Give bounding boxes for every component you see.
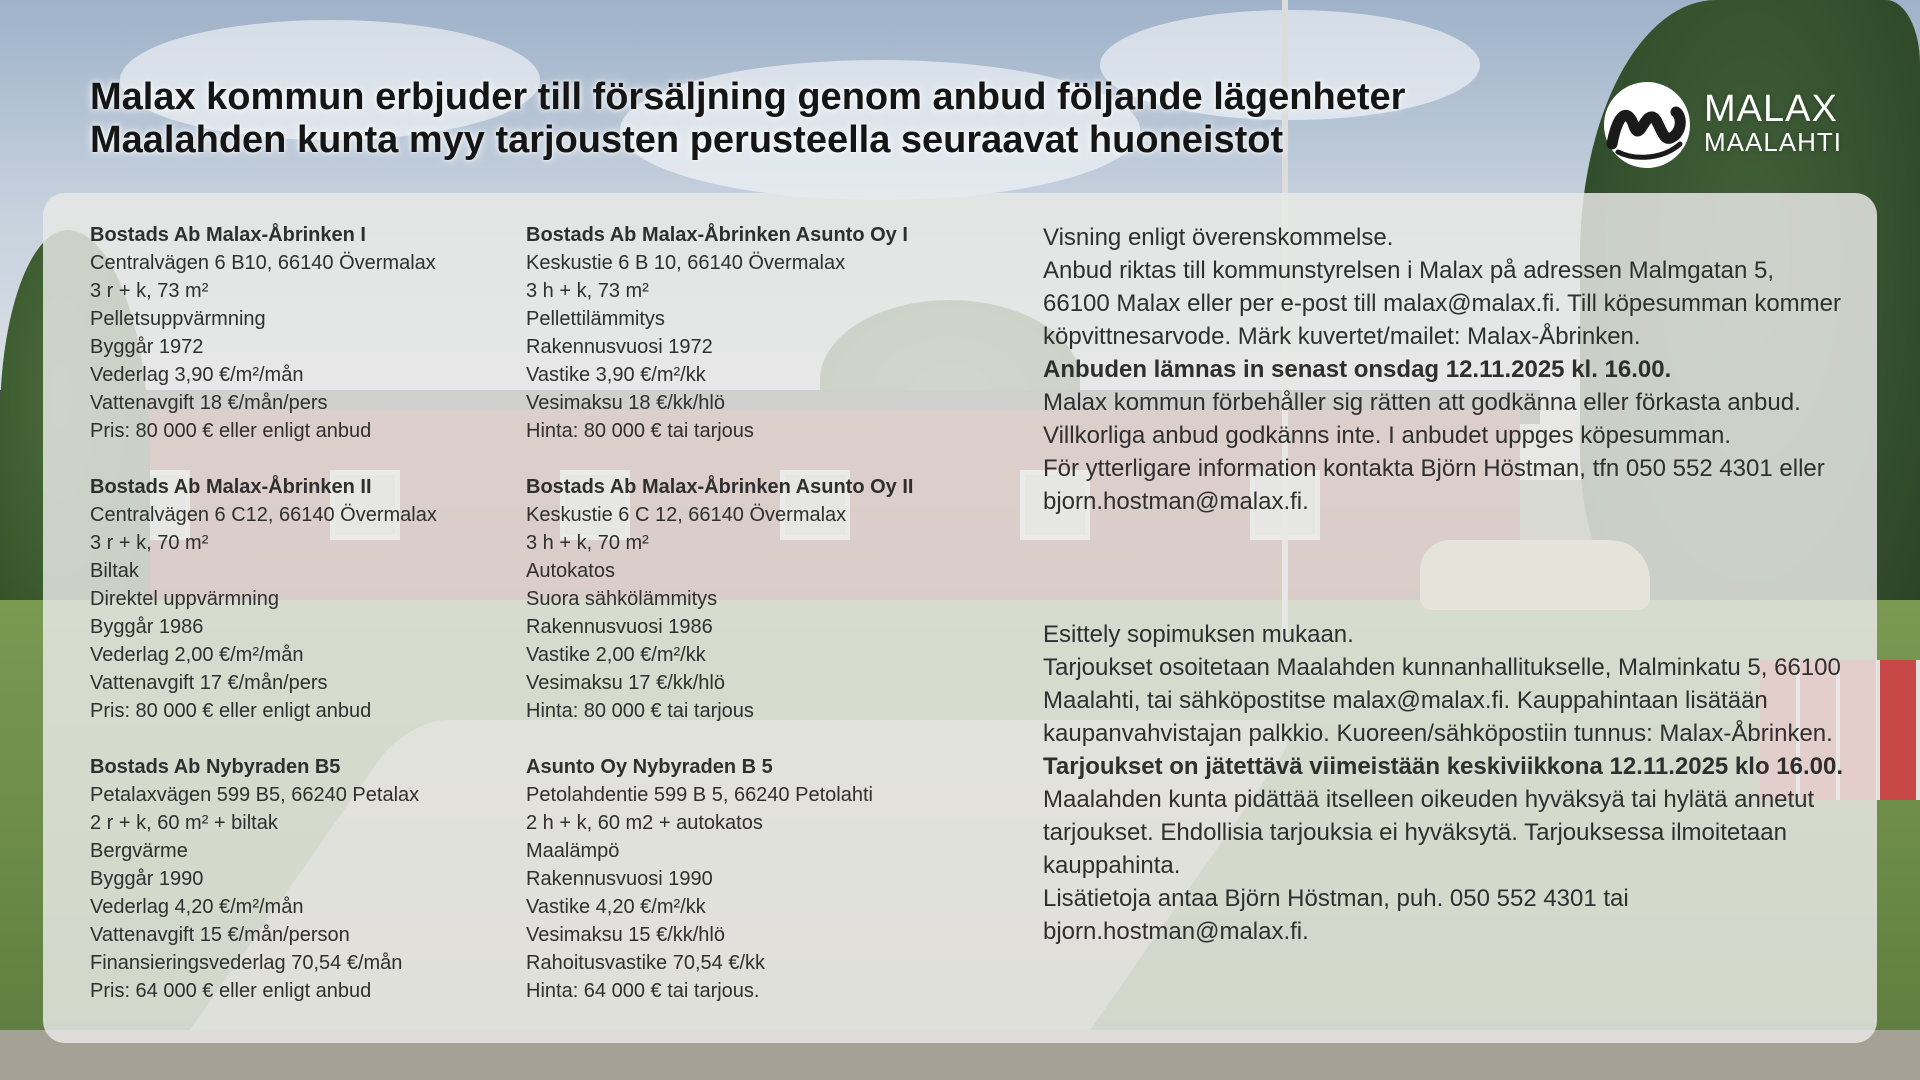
apartment-built: Byggår 1972 [90,336,204,358]
apartment-size: 2 h + k, 60 m2 + autokatos [526,812,763,834]
bid-instructions: Anbud riktas till kommunstyrelsen i Malax på adressen Malmgatan 5, 66100 Malax eller per e-post till malax@malax.fi. Till köpesumman kommer köpvittnesarvode. Märk kuvertet/mailet: Malax-Åbrinken. [1043,257,1841,350]
header [90,76,1490,162]
contact-info: För ytterligare information kontakta Björn Höstman, tfn 050 552 4301 eller bjorn.hostman@malax.fi. [1043,455,1825,515]
apartment-address: Keskustie 6 B 10, 66140 Övermalax [526,252,846,274]
apartment-name: Bostads Ab Malax-Åbrinken Asunto Oy II [526,476,914,498]
apartment-address: Petolahdentie 599 B 5, 66240 Petolahti [526,784,873,806]
apartment-name: Bostads Ab Malax-Åbrinken II [90,476,372,498]
apartment-built: Rakennusvuosi 1986 [526,616,713,638]
apartment-name: Bostads Ab Malax-Åbrinken I [90,224,366,246]
viewing-note: Visning enligt överenskommelse. [1043,224,1394,251]
apartment-size: 3 r + k, 73 m² [90,280,209,302]
apartment-heating: Maalämpö [526,840,620,862]
title-swedish: Malax kommun erbjuder till försäljning genom anbud följande lägenheter [90,76,1406,118]
apartment-fee: Vederlag 3,90 €/m²/mån [90,364,304,386]
apartment-price: Hinta: 80 000 € tai tarjous [526,420,754,442]
apartment-built: Rakennusvuosi 1990 [526,868,713,890]
apartment-built: Rakennusvuosi 1972 [526,336,713,358]
apartment-water: Vesimaksu 15 €/kk/hlö [526,924,725,946]
apartment-entry [90,221,510,445]
apartment-price: Hinta: 80 000 € tai tarjous [526,700,754,722]
title-finnish: Maalahden kunta myy tarjousten perusteella seuraavat huoneistot [90,119,1284,161]
apartment-size: 3 h + k, 70 m² [526,532,649,554]
bid-info-finnish [1043,618,1843,948]
apartment-size: 3 h + k, 73 m² [526,280,649,302]
apartment-price: Hinta: 64 000 € tai tarjous. [526,980,760,1002]
bid-deadline: Tarjoukset on jätettävä viimeistään keskiviikkona 12.11.2025 klo 16.00. [1043,753,1844,780]
malax-m-wave-logo-icon [1604,82,1690,168]
bid-info-swedish [1043,221,1843,518]
apartment-price: Pris: 64 000 € eller enligt anbud [90,980,372,1002]
apartment-price: Pris: 80 000 € eller enligt anbud [90,700,372,722]
apartment-water: Vesimaksu 18 €/kk/hlö [526,392,725,414]
apartment-fee: Vastike 2,00 €/m²/kk [526,644,706,666]
apartment-built: Byggår 1986 [90,616,204,638]
apartment-carport: Biltak [90,560,139,582]
apartment-water: Vattenavgift 17 €/mån/pers [90,672,328,694]
bid-deadline: Anbuden lämnas in senast onsdag 12.11.2025 kl. 16.00. [1043,356,1672,383]
bid-reservation: Maalahden kunta pidättää itselleen oikeuden hyväksyä tai hylätä annetut tarjoukset. Ehdollisia tarjouksia ei hyväksytä. Tarjouksessa ilmoitetaan kauppahinta. [1043,786,1815,879]
apartment-size: 3 r + k, 70 m² [90,532,209,554]
apartment-entry [90,473,510,725]
apartment-entry [526,753,1016,1005]
apartment-fee: Vederlag 2,00 €/m²/mån [90,644,304,666]
apartment-financing-fee: Rahoitusvastike 70,54 €/kk [526,952,766,974]
apartment-heating: Bergvärme [90,840,188,862]
apartment-heating: Pelletsuppvärmning [90,308,266,330]
apartment-entry [90,753,510,1005]
viewing-note: Esittely sopimuksen mukaan. [1043,621,1354,648]
apartment-financing-fee: Finansieringsvederlag 70,54 €/mån [90,952,403,974]
apartment-fee: Vederlag 4,20 €/m²/mån [90,896,304,918]
apartment-size: 2 r + k, 60 m² + biltak [90,812,278,834]
malax-logo [1604,78,1864,168]
logo-wordmark [1704,90,1864,156]
apartment-fee: Vastike 3,90 €/m²/kk [526,364,706,386]
apartment-water: Vesimaksu 17 €/kk/hlö [526,672,725,694]
apartment-list-finnish [526,221,1016,1033]
apartment-heating: Direktel uppvärmning [90,588,279,610]
apartment-built: Byggår 1990 [90,868,204,890]
apartment-address: Keskustie 6 C 12, 66140 Övermalax [526,504,847,526]
apartment-address: Centralvägen 6 B10, 66140 Övermalax [90,252,436,274]
apartment-name: Bostads Ab Nybyraden B5 [90,756,341,778]
apartment-entry [526,221,1016,445]
apartment-heating: Pellettilämmitys [526,308,665,330]
content-panel [43,193,1877,1043]
apartment-fee: Vastike 4,20 €/m²/kk [526,896,706,918]
apartment-address: Petalaxvägen 599 B5, 66240 Petalax [90,784,420,806]
bid-instructions: Tarjoukset osoitetaan Maalahden kunnanhallitukselle, Malminkatu 5, 66100 Maalahti, tai sähköpostitse malax@malax.fi. Kauppahintaan lisätään kaupanvahvistajan palkkio. Kuoreen/sähköpostiin tunnus: Malax-Åbrinken. [1043,654,1841,747]
apartment-heating: Suora sähkölämmitys [526,588,718,610]
logo-text-maalahti: MAALAHTI [1704,127,1843,157]
apartment-name: Asunto Oy Nybyraden B 5 [526,756,773,778]
bid-reservation: Malax kommun förbehåller sig rätten att godkänna eller förkasta anbud. Villkorliga anbud godkänns inte. I anbudet uppges köpesumman. [1043,389,1801,449]
contact-info: Lisätietoja antaa Björn Höstman, puh. 050 552 4301 tai bjorn.hostman@malax.fi. [1043,885,1629,945]
apartment-water: Vattenavgift 15 €/mån/person [90,924,350,946]
apartment-water: Vattenavgift 18 €/mån/pers [90,392,328,414]
apartment-price: Pris: 80 000 € eller enligt anbud [90,420,372,442]
apartment-address: Centralvägen 6 C12, 66140 Övermalax [90,504,437,526]
apartment-entry [526,473,1016,725]
apartment-carport: Autokatos [526,560,615,582]
apartment-list-swedish [90,221,510,1033]
logo-text-malax: MALAX [1704,88,1838,130]
apartment-name: Bostads Ab Malax-Åbrinken Asunto Oy I [526,224,908,246]
